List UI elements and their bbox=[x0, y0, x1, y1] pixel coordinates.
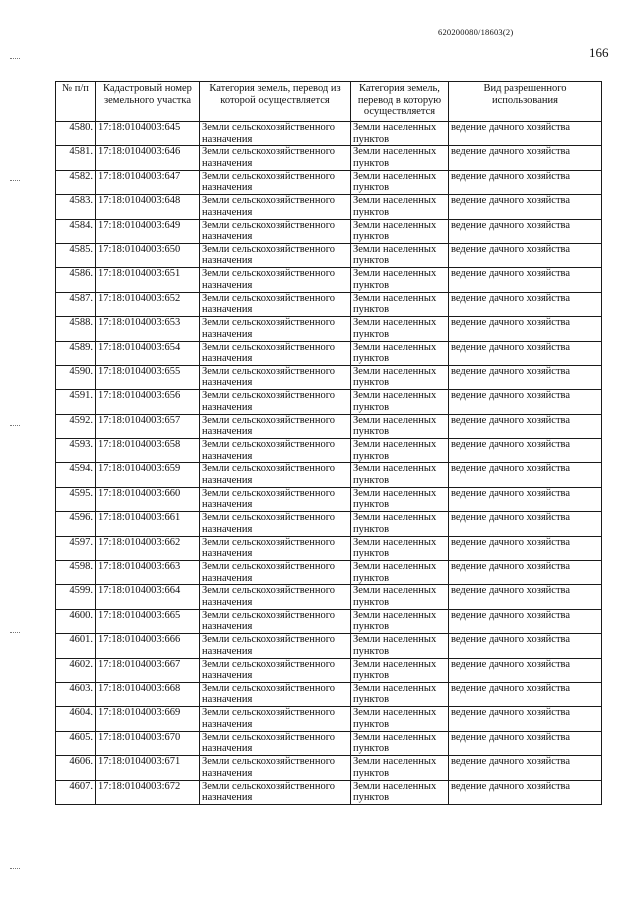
category-from: Земли сельскохозяйственного назначения bbox=[200, 390, 351, 414]
category-from: Земли сельскохозяйственного назначения bbox=[200, 707, 351, 731]
table-row bbox=[56, 536, 602, 560]
cadastral-number: 17:18:0104003:663 bbox=[96, 561, 200, 585]
row-number: 4597. bbox=[56, 536, 96, 560]
table-row bbox=[56, 292, 602, 316]
row-number: 4583. bbox=[56, 195, 96, 219]
row-number: 4592. bbox=[56, 414, 96, 438]
category-to: Земли населенных пунктов bbox=[351, 414, 449, 438]
category-from: Земли сельскохозяйственного назначения bbox=[200, 634, 351, 658]
column-header-cadastral: Кадастровый номер земельного участка bbox=[96, 82, 200, 122]
category-from: Земли сельскохозяйственного назначения bbox=[200, 756, 351, 780]
permitted-use: ведение дачного хозяйства bbox=[449, 341, 602, 365]
category-to: Земли населенных пунктов bbox=[351, 707, 449, 731]
row-number: 4586. bbox=[56, 268, 96, 292]
column-header-permitted-use: Вид разрешенного использования bbox=[449, 82, 602, 122]
cadastral-number: 17:18:0104003:672 bbox=[96, 780, 200, 804]
cadastral-number: 17:18:0104003:646 bbox=[96, 146, 200, 170]
category-from: Земли сельскохозяйственного назначения bbox=[200, 219, 351, 243]
category-to: Земли населенных пунктов bbox=[351, 243, 449, 267]
category-from: Земли сельскохозяйственного назначения bbox=[200, 658, 351, 682]
cadastral-number: 17:18:0104003:649 bbox=[96, 219, 200, 243]
category-from: Земли сельскохозяйственного назначения bbox=[200, 731, 351, 755]
table-row bbox=[56, 317, 602, 341]
permitted-use: ведение дачного хозяйства bbox=[449, 561, 602, 585]
cadastral-number: 17:18:0104003:657 bbox=[96, 414, 200, 438]
table-row bbox=[56, 341, 602, 365]
row-number: 4587. bbox=[56, 292, 96, 316]
row-number: 4584. bbox=[56, 219, 96, 243]
table-row bbox=[56, 439, 602, 463]
table-row bbox=[56, 585, 602, 609]
cadastral-number: 17:18:0104003:664 bbox=[96, 585, 200, 609]
cadastral-number: 17:18:0104003:655 bbox=[96, 365, 200, 389]
permitted-use: ведение дачного хозяйства bbox=[449, 487, 602, 511]
table-row bbox=[56, 463, 602, 487]
row-number: 4585. bbox=[56, 243, 96, 267]
category-from: Земли сельскохозяйственного назначения bbox=[200, 292, 351, 316]
row-number: 4593. bbox=[56, 439, 96, 463]
permitted-use: ведение дачного хозяйства bbox=[449, 243, 602, 267]
category-to: Земли населенных пунктов bbox=[351, 170, 449, 194]
row-number: 4580. bbox=[56, 122, 96, 146]
category-from: Земли сельскохозяйственного назначения bbox=[200, 170, 351, 194]
table-header-row bbox=[56, 82, 602, 122]
permitted-use: ведение дачного хозяйства bbox=[449, 585, 602, 609]
permitted-use: ведение дачного хозяйства bbox=[449, 731, 602, 755]
cadastral-number: 17:18:0104003:648 bbox=[96, 195, 200, 219]
permitted-use: ведение дачного хозяйства bbox=[449, 146, 602, 170]
permitted-use: ведение дачного хозяйства bbox=[449, 609, 602, 633]
row-number: 4601. bbox=[56, 634, 96, 658]
row-number: 4581. bbox=[56, 146, 96, 170]
scan-margin-mark bbox=[10, 632, 20, 635]
land-registry-table bbox=[55, 81, 602, 805]
category-to: Земли населенных пунктов bbox=[351, 317, 449, 341]
scan-margin-mark bbox=[10, 425, 20, 428]
category-to: Земли населенных пунктов bbox=[351, 463, 449, 487]
cadastral-number: 17:18:0104003:662 bbox=[96, 536, 200, 560]
category-to: Земли населенных пунктов bbox=[351, 122, 449, 146]
category-to: Земли населенных пунктов bbox=[351, 536, 449, 560]
permitted-use: ведение дачного хозяйства bbox=[449, 536, 602, 560]
category-from: Земли сельскохозяйственного назначения bbox=[200, 463, 351, 487]
category-from: Земли сельскохозяйственного назначения bbox=[200, 317, 351, 341]
permitted-use: ведение дачного хозяйства bbox=[449, 170, 602, 194]
row-number: 4604. bbox=[56, 707, 96, 731]
table-row bbox=[56, 122, 602, 146]
row-number: 4596. bbox=[56, 512, 96, 536]
permitted-use: ведение дачного хозяйства bbox=[449, 780, 602, 804]
category-from: Земли сельскохозяйственного назначения bbox=[200, 609, 351, 633]
permitted-use: ведение дачного хозяйства bbox=[449, 463, 602, 487]
table-row bbox=[56, 487, 602, 511]
cadastral-number: 17:18:0104003:653 bbox=[96, 317, 200, 341]
row-number: 4582. bbox=[56, 170, 96, 194]
row-number: 4588. bbox=[56, 317, 96, 341]
cadastral-number: 17:18:0104003:656 bbox=[96, 390, 200, 414]
column-header-number: № п/п bbox=[56, 82, 96, 122]
permitted-use: ведение дачного хозяйства bbox=[449, 439, 602, 463]
category-from: Земли сельскохозяйственного назначения bbox=[200, 195, 351, 219]
cadastral-number: 17:18:0104003:671 bbox=[96, 756, 200, 780]
cadastral-number: 17:18:0104003:651 bbox=[96, 268, 200, 292]
category-to: Земли населенных пунктов bbox=[351, 512, 449, 536]
page-number: 166 bbox=[589, 45, 609, 60]
category-from: Земли сельскохозяйственного назначения bbox=[200, 146, 351, 170]
category-from: Земли сельскохозяйственного назначения bbox=[200, 536, 351, 560]
table-row bbox=[56, 243, 602, 267]
category-to: Земли населенных пунктов bbox=[351, 146, 449, 170]
permitted-use: ведение дачного хозяйства bbox=[449, 707, 602, 731]
table-row bbox=[56, 390, 602, 414]
category-from: Земли сельскохозяйственного назначения bbox=[200, 561, 351, 585]
category-from: Земли сельскохозяйственного назначения bbox=[200, 780, 351, 804]
row-number: 4589. bbox=[56, 341, 96, 365]
cadastral-number: 17:18:0104003:670 bbox=[96, 731, 200, 755]
table-row bbox=[56, 731, 602, 755]
table-row bbox=[56, 682, 602, 706]
cadastral-number: 17:18:0104003:647 bbox=[96, 170, 200, 194]
permitted-use: ведение дачного хозяйства bbox=[449, 365, 602, 389]
table-row bbox=[56, 414, 602, 438]
row-number: 4606. bbox=[56, 756, 96, 780]
category-to: Земли населенных пунктов bbox=[351, 634, 449, 658]
permitted-use: ведение дачного хозяйства bbox=[449, 195, 602, 219]
category-from: Земли сельскохозяйственного назначения bbox=[200, 585, 351, 609]
permitted-use: ведение дачного хозяйства bbox=[449, 756, 602, 780]
permitted-use: ведение дачного хозяйства bbox=[449, 317, 602, 341]
scan-margin-mark bbox=[10, 58, 20, 61]
row-number: 4598. bbox=[56, 561, 96, 585]
category-to: Земли населенных пунктов bbox=[351, 487, 449, 511]
category-from: Земли сельскохозяйственного назначения bbox=[200, 682, 351, 706]
table-row bbox=[56, 707, 602, 731]
category-from: Земли сельскохозяйственного назначения bbox=[200, 341, 351, 365]
table-row bbox=[56, 512, 602, 536]
permitted-use: ведение дачного хозяйства bbox=[449, 658, 602, 682]
permitted-use: ведение дачного хозяйства bbox=[449, 682, 602, 706]
row-number: 4603. bbox=[56, 682, 96, 706]
scan-margin-mark bbox=[10, 180, 20, 183]
permitted-use: ведение дачного хозяйства bbox=[449, 390, 602, 414]
row-number: 4605. bbox=[56, 731, 96, 755]
cadastral-number: 17:18:0104003:652 bbox=[96, 292, 200, 316]
cadastral-number: 17:18:0104003:661 bbox=[96, 512, 200, 536]
category-from: Земли сельскохозяйственного назначения bbox=[200, 243, 351, 267]
category-from: Земли сельскохозяйственного назначения bbox=[200, 439, 351, 463]
table-row bbox=[56, 609, 602, 633]
cadastral-number: 17:18:0104003:665 bbox=[96, 609, 200, 633]
category-to: Земли населенных пунктов bbox=[351, 609, 449, 633]
cadastral-number: 17:18:0104003:666 bbox=[96, 634, 200, 658]
category-to: Земли населенных пунктов bbox=[351, 780, 449, 804]
row-number: 4607. bbox=[56, 780, 96, 804]
category-to: Земли населенных пунктов bbox=[351, 439, 449, 463]
category-from: Земли сельскохозяйственного назначения bbox=[200, 487, 351, 511]
category-to: Земли населенных пунктов bbox=[351, 585, 449, 609]
row-number: 4591. bbox=[56, 390, 96, 414]
category-to: Земли населенных пунктов bbox=[351, 219, 449, 243]
permitted-use: ведение дачного хозяйства bbox=[449, 122, 602, 146]
row-number: 4600. bbox=[56, 609, 96, 633]
cadastral-number: 17:18:0104003:667 bbox=[96, 658, 200, 682]
cadastral-number: 17:18:0104003:658 bbox=[96, 439, 200, 463]
category-to: Земли населенных пунктов bbox=[351, 390, 449, 414]
column-header-category-to: Категория земель, перевод в которую осуществляется bbox=[351, 82, 449, 122]
table-row bbox=[56, 756, 602, 780]
cadastral-number: 17:18:0104003:654 bbox=[96, 341, 200, 365]
category-to: Земли населенных пунктов bbox=[351, 268, 449, 292]
category-from: Земли сельскохозяйственного назначения bbox=[200, 512, 351, 536]
category-to: Земли населенных пунктов bbox=[351, 682, 449, 706]
category-from: Земли сельскохозяйственного назначения bbox=[200, 122, 351, 146]
table-row bbox=[56, 170, 602, 194]
permitted-use: ведение дачного хозяйства bbox=[449, 414, 602, 438]
category-to: Земли населенных пунктов bbox=[351, 292, 449, 316]
cadastral-number: 17:18:0104003:669 bbox=[96, 707, 200, 731]
table-row bbox=[56, 146, 602, 170]
cadastral-number: 17:18:0104003:660 bbox=[96, 487, 200, 511]
category-from: Земли сельскохозяйственного назначения bbox=[200, 365, 351, 389]
cadastral-number: 17:18:0104003:659 bbox=[96, 463, 200, 487]
permitted-use: ведение дачного хозяйства bbox=[449, 268, 602, 292]
doc-number: 620200080/18603(2) bbox=[438, 27, 514, 37]
table-row bbox=[56, 658, 602, 682]
category-to: Земли населенных пунктов bbox=[351, 731, 449, 755]
table-row bbox=[56, 561, 602, 585]
row-number: 4595. bbox=[56, 487, 96, 511]
cadastral-number: 17:18:0104003:650 bbox=[96, 243, 200, 267]
category-to: Земли населенных пунктов bbox=[351, 341, 449, 365]
permitted-use: ведение дачного хозяйства bbox=[449, 292, 602, 316]
cadastral-number: 17:18:0104003:645 bbox=[96, 122, 200, 146]
category-from: Земли сельскохозяйственного назначения bbox=[200, 268, 351, 292]
permitted-use: ведение дачного хозяйства bbox=[449, 219, 602, 243]
category-to: Земли населенных пунктов bbox=[351, 365, 449, 389]
category-to: Земли населенных пунктов bbox=[351, 195, 449, 219]
table-row bbox=[56, 195, 602, 219]
table-row bbox=[56, 365, 602, 389]
category-to: Земли населенных пунктов bbox=[351, 756, 449, 780]
table-row bbox=[56, 268, 602, 292]
scan-margin-mark bbox=[10, 868, 20, 871]
column-header-category-from: Категория земель, перевод из которой осуществляется bbox=[200, 82, 351, 122]
category-to: Земли населенных пунктов bbox=[351, 658, 449, 682]
category-to: Земли населенных пунктов bbox=[351, 561, 449, 585]
row-number: 4602. bbox=[56, 658, 96, 682]
permitted-use: ведение дачного хозяйства bbox=[449, 512, 602, 536]
cadastral-number: 17:18:0104003:668 bbox=[96, 682, 200, 706]
row-number: 4594. bbox=[56, 463, 96, 487]
row-number: 4599. bbox=[56, 585, 96, 609]
table-row bbox=[56, 634, 602, 658]
permitted-use: ведение дачного хозяйства bbox=[449, 634, 602, 658]
table-row bbox=[56, 780, 602, 804]
table-row bbox=[56, 219, 602, 243]
row-number: 4590. bbox=[56, 365, 96, 389]
category-from: Земли сельскохозяйственного назначения bbox=[200, 414, 351, 438]
